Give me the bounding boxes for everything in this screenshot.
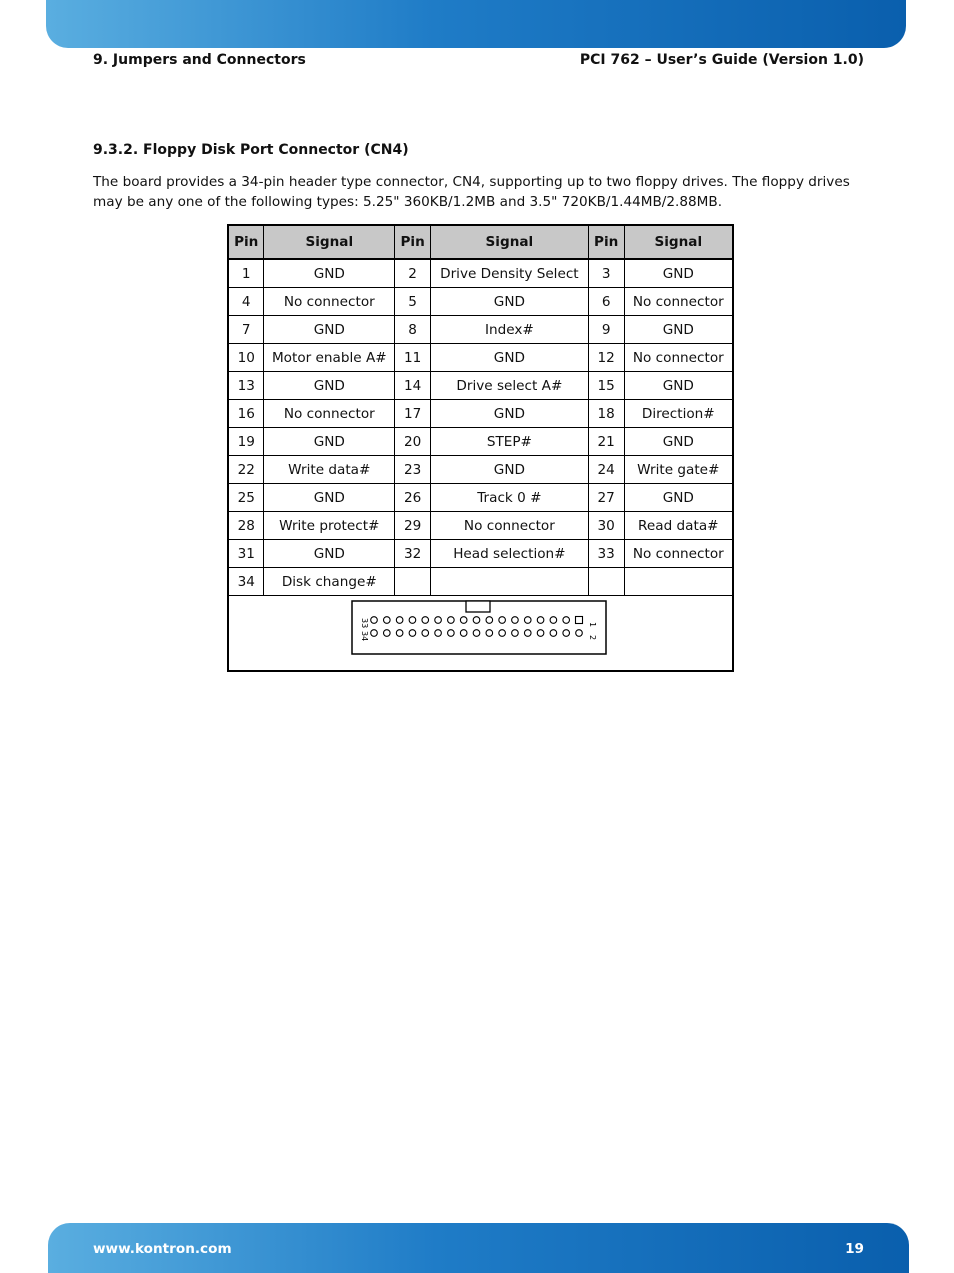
pin-number-cell: 8: [395, 316, 431, 344]
document-title: PCI 762 – User’s Guide (Version 1.0): [579, 52, 864, 68]
page-number: 19: [845, 1241, 864, 1257]
signal-name-cell: No connector: [624, 344, 733, 372]
signal-name-cell: [624, 568, 733, 596]
pin-pad: [486, 617, 493, 624]
pin-pad: [473, 617, 480, 624]
pin-number-cell: 12: [588, 344, 624, 372]
pin-2-label: 2: [588, 635, 597, 641]
signal-name-cell: No connector: [264, 288, 395, 316]
signal-name-cell: Read data#: [624, 512, 733, 540]
signal-name-cell: Drive Density Select: [431, 259, 589, 288]
signal-name-cell: STEP#: [431, 428, 589, 456]
pin-number-cell: 25: [228, 484, 264, 512]
pin-assignment-table: [227, 224, 734, 672]
pin-number-cell: [395, 568, 431, 596]
connector-diagram: [229, 596, 732, 666]
signal-name-cell: Write protect#: [264, 512, 395, 540]
pin-pad: [512, 630, 519, 637]
signal-name-cell: Write gate#: [624, 456, 733, 484]
table-row: [228, 484, 733, 512]
pin-number-cell: 31: [228, 540, 264, 568]
connector-key-notch: [466, 601, 490, 612]
pin-1-square-pad: [576, 617, 583, 624]
column-header: Pin: [588, 225, 624, 259]
pin-pad: [486, 630, 493, 637]
column-header: Pin: [228, 225, 264, 259]
website-link[interactable]: www.kontron.com: [93, 1241, 232, 1257]
signal-name-cell: Index#: [431, 316, 589, 344]
signal-name-cell: GND: [624, 428, 733, 456]
pin-number-cell: 16: [228, 400, 264, 428]
signal-name-cell: GND: [431, 344, 589, 372]
column-header: Signal: [431, 225, 589, 259]
table-row: [228, 568, 733, 596]
signal-name-cell: No connector: [624, 540, 733, 568]
signal-name-cell: GND: [264, 484, 395, 512]
pin-number-cell: 14: [395, 372, 431, 400]
pin-pad: [422, 630, 429, 637]
pin-number-cell: 30: [588, 512, 624, 540]
pin-pad: [448, 630, 455, 637]
signal-name-cell: GND: [431, 400, 589, 428]
signal-name-cell: GND: [431, 288, 589, 316]
pin-pad: [473, 630, 480, 637]
pin-number-cell: 23: [395, 456, 431, 484]
table-row: [228, 259, 733, 288]
pin-number-cell: 9: [588, 316, 624, 344]
pin-number-cell: 21: [588, 428, 624, 456]
table-row: [228, 400, 733, 428]
pin-34-label: 34: [360, 631, 369, 642]
pin-number-cell: 7: [228, 316, 264, 344]
pin-number-cell: 27: [588, 484, 624, 512]
table-row: [228, 456, 733, 484]
pin-1-label: 1: [588, 622, 597, 628]
column-header: Signal: [624, 225, 733, 259]
pin-pad: [384, 617, 391, 624]
pin-pad: [460, 630, 467, 637]
pin-number-cell: [588, 568, 624, 596]
signal-name-cell: No connector: [431, 512, 589, 540]
connector-diagram-cell: [228, 596, 733, 672]
pin-pad: [396, 630, 403, 637]
pin-pad: [435, 630, 442, 637]
pin-number-cell: 11: [395, 344, 431, 372]
pin-number-cell: 24: [588, 456, 624, 484]
header-banner: [46, 0, 906, 48]
pin-number-cell: 3: [588, 259, 624, 288]
pin-number-cell: 20: [395, 428, 431, 456]
pin-number-cell: 2: [395, 259, 431, 288]
signal-name-cell: GND: [624, 484, 733, 512]
pin-number-cell: 28: [228, 512, 264, 540]
intro-paragraph: The board provides a 34-pin header type connector, CN4, supporting up to two floppy drives. The floppy drives may be any one of the following types: 5.25" 360KB/1.2MB and 3.5" 720KB/1.44MB/2.88MB.: [93, 174, 850, 210]
table-row: [228, 428, 733, 456]
pin-pad: [524, 630, 531, 637]
pin-number-cell: 10: [228, 344, 264, 372]
signal-name-cell: Track 0 #: [431, 484, 589, 512]
pin-pad: [460, 617, 467, 624]
pin-pad: [371, 630, 378, 637]
pin-pad: [435, 617, 442, 624]
connector-diagram-row: [228, 596, 733, 672]
signal-name-cell: GND: [624, 316, 733, 344]
pin-pad: [550, 617, 557, 624]
signal-name-cell: GND: [431, 456, 589, 484]
signal-name-cell: No connector: [264, 400, 395, 428]
pin-pad: [409, 617, 416, 624]
pin-pad: [448, 617, 455, 624]
signal-name-cell: Head selection#: [431, 540, 589, 568]
pin-pad: [550, 630, 557, 637]
pin-number-cell: 34: [228, 568, 264, 596]
pin-pad: [422, 617, 429, 624]
pin-number-cell: 4: [228, 288, 264, 316]
signal-name-cell: GND: [264, 540, 395, 568]
table-row: [228, 540, 733, 568]
pin-number-cell: 13: [228, 372, 264, 400]
pin-number-cell: 1: [228, 259, 264, 288]
pin-number-cell: 29: [395, 512, 431, 540]
chapter-title: 9. Jumpers and Connectors: [93, 52, 306, 68]
pin-number-cell: 26: [395, 484, 431, 512]
signal-name-cell: GND: [264, 259, 395, 288]
section-heading: 9.3.2. Floppy Disk Port Connector (CN4): [93, 142, 409, 158]
pin-pad: [563, 630, 570, 637]
signal-name-cell: GND: [624, 372, 733, 400]
table-row: [228, 344, 733, 372]
column-header: Pin: [395, 225, 431, 259]
table-row: [228, 316, 733, 344]
pin-pad: [499, 617, 506, 624]
pin-pad: [524, 617, 531, 624]
pin-33-label: 33: [360, 618, 369, 629]
signal-name-cell: GND: [624, 259, 733, 288]
signal-name-cell: No connector: [624, 288, 733, 316]
pin-pad: [384, 630, 391, 637]
pin-number-cell: 32: [395, 540, 431, 568]
pin-number-cell: 22: [228, 456, 264, 484]
table-header-row: [228, 225, 733, 259]
signal-name-cell: GND: [264, 428, 395, 456]
pin-pad: [409, 630, 416, 637]
column-header: Signal: [264, 225, 395, 259]
pin-number-cell: 17: [395, 400, 431, 428]
signal-name-cell: Motor enable A#: [264, 344, 395, 372]
pin-number-cell: 33: [588, 540, 624, 568]
table-row: [228, 372, 733, 400]
signal-name-cell: [431, 568, 589, 596]
signal-name-cell: Disk change#: [264, 568, 395, 596]
table-row: [228, 512, 733, 540]
signal-name-cell: GND: [264, 372, 395, 400]
pin-number-cell: 19: [228, 428, 264, 456]
pin-pad: [512, 617, 519, 624]
pin-pad: [396, 617, 403, 624]
pin-pad: [576, 630, 583, 637]
pin-number-cell: 15: [588, 372, 624, 400]
pin-pad: [537, 630, 544, 637]
pin-pad: [371, 617, 378, 624]
pin-number-cell: 18: [588, 400, 624, 428]
signal-name-cell: GND: [264, 316, 395, 344]
pin-pad: [537, 617, 544, 624]
pin-pad: [499, 630, 506, 637]
signal-name-cell: Direction#: [624, 400, 733, 428]
signal-name-cell: Drive select A#: [431, 372, 589, 400]
pin-number-cell: 5: [395, 288, 431, 316]
table-row: [228, 288, 733, 316]
pin-pad: [563, 617, 570, 624]
signal-name-cell: Write data#: [264, 456, 395, 484]
pin-number-cell: 6: [588, 288, 624, 316]
